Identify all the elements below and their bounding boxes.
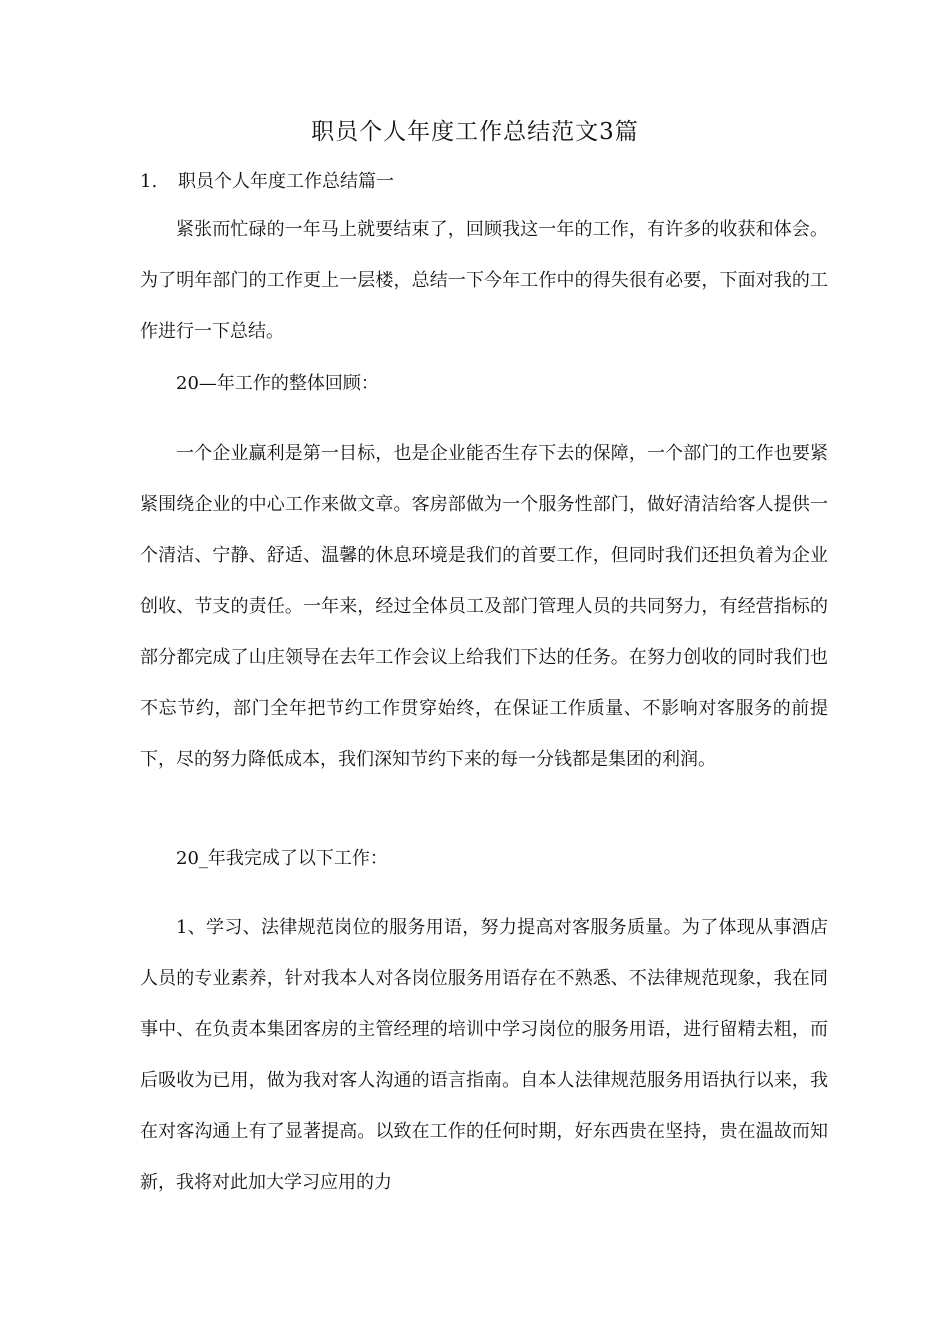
section-heading bbox=[140, 166, 394, 198]
paragraph-review-body: 一个企业赢利是第一目标，也是企业能否生存下去的保障，一个部门的工作也要紧紧围绕企业的中心工作来做文章。客房部做为一个服务性部门，做好清洁给客人提供一个清洁、宁静、舒适、温馨的休息环境是我们的首要工作，但同时我们还担负着为企业创收、节支的责任。一年来，经过全体员工及部门管理人员的共同努力，有经营指标的部分都完成了山庄领导在去年工作会议上给我们下达的任务。在努力创收的同时我们也不忘节约，部门全年把节约工作贯穿始终，在保证工作质量、不影响对客服务的前提下，尽的努力降低成本，我们深知节约下来的每一分钱都是集团的利润。 bbox=[140, 443, 828, 770]
section-label: 职员个人年度工作总结篇一 bbox=[178, 171, 394, 192]
section-number: 1. bbox=[140, 171, 158, 192]
paragraph-completed-heading: 20_年我完成了以下工作： bbox=[176, 848, 388, 869]
paragraph-item-1: 1、学习、法律规范岗位的服务用语，努力提高对客服务质量。为了体现从事酒店人员的专业素养，针对我本人对各岗位服务用语存在不熟悉、不法律规范现象，我在同事中、在负责本集团客房的主管经理的培训中学习岗位的服务用语，进行留精去粗，而后吸收为已用，做为我对客人沟通的语言指南。自本人法律规范服务用语执行以来，我在对客沟通上有了显著提高。以致在工作的任何时期，好东西贵在坚持，贵在温故而知新，我将对此加大学习应用的力 bbox=[140, 917, 828, 1193]
paragraph-review-heading: 20—年工作的整体回顾： bbox=[176, 373, 379, 394]
document-title: 职员个人年度工作总结范文3篇 bbox=[311, 119, 639, 145]
paragraph-intro: 紧张而忙碌的一年马上就要结束了，回顾我这一年的工作，有许多的收获和体会。为了明年部门的工作更上一层楼，总结一下今年工作中的得失很有必要，下面对我的工作进行一下总结。 bbox=[140, 219, 828, 342]
